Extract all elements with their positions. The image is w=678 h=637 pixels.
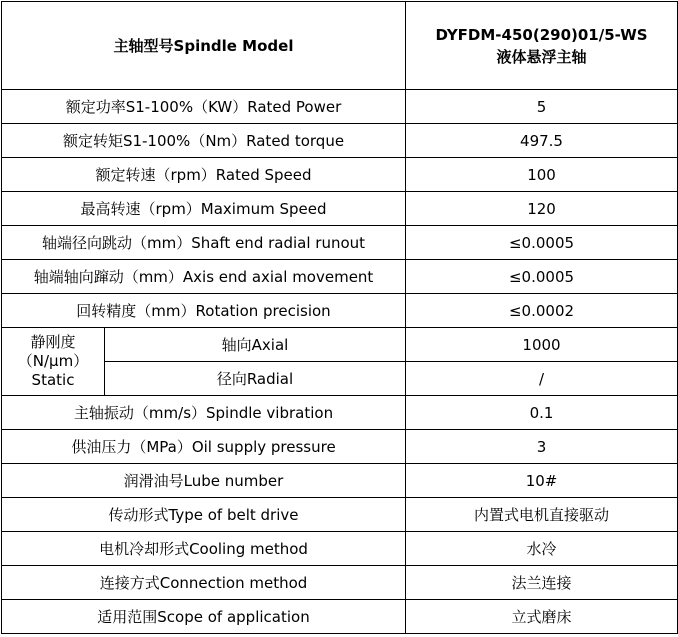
radial-stiffness-value: / bbox=[406, 362, 678, 396]
table-row bbox=[2, 124, 678, 158]
row-value: 10# bbox=[406, 464, 678, 498]
table-row bbox=[2, 294, 678, 328]
spindle-spec-table bbox=[1, 1, 678, 634]
table-row bbox=[2, 396, 678, 430]
row-value: 5 bbox=[406, 90, 678, 124]
spindle-model-label: 主轴型号Spindle Model bbox=[2, 2, 406, 90]
table-row bbox=[2, 90, 678, 124]
row-value: 法兰连接 bbox=[406, 566, 678, 600]
row-label: 供油压力（MPa）Oil supply pressure bbox=[2, 430, 406, 464]
table-row bbox=[2, 226, 678, 260]
radial-stiffness-label: 径向Radial bbox=[105, 362, 406, 396]
axial-stiffness-value: 1000 bbox=[406, 328, 678, 362]
static-stiffness-label-line2: （N/μm） bbox=[17, 352, 89, 370]
row-label: 额定转矩S1-100%（Nm）Rated torque bbox=[2, 124, 406, 158]
table-header-row bbox=[2, 2, 678, 90]
table-row bbox=[2, 260, 678, 294]
row-value: 0.1 bbox=[406, 396, 678, 430]
row-value: ≤0.0002 bbox=[406, 294, 678, 328]
row-value: 100 bbox=[406, 158, 678, 192]
row-label: 额定转速（rpm）Rated Speed bbox=[2, 158, 406, 192]
row-value: 内置式电机直接驱动 bbox=[406, 498, 678, 532]
static-stiffness-label bbox=[2, 328, 105, 396]
row-label: 润滑油号Lube number bbox=[2, 464, 406, 498]
row-label: 回转精度（mm）Rotation precision bbox=[2, 294, 406, 328]
row-value: ≤0.0005 bbox=[406, 226, 678, 260]
row-label: 额定功率S1-100%（KW）Rated Power bbox=[2, 90, 406, 124]
row-value: 3 bbox=[406, 430, 678, 464]
static-stiffness-label-line1: 静刚度 bbox=[30, 333, 76, 351]
table-row bbox=[2, 600, 678, 634]
row-value: 水冷 bbox=[406, 532, 678, 566]
row-label: 电机冷却形式Cooling method bbox=[2, 532, 406, 566]
row-label: 轴端径向跳动（mm）Shaft end radial runout bbox=[2, 226, 406, 260]
stiffness-axial-row bbox=[2, 328, 678, 362]
row-value: 立式磨床 bbox=[406, 600, 678, 634]
table-row bbox=[2, 430, 678, 464]
row-label: 传动形式Type of belt drive bbox=[2, 498, 406, 532]
row-value: 120 bbox=[406, 192, 678, 226]
axial-stiffness-label: 轴向Axial bbox=[105, 328, 406, 362]
row-label: 连接方式Connection method bbox=[2, 566, 406, 600]
row-value: 497.5 bbox=[406, 124, 678, 158]
row-label: 轴端轴向蹿动（mm）Axis end axial movement bbox=[2, 260, 406, 294]
table-row bbox=[2, 532, 678, 566]
spindle-model-type: 液体悬浮主轴 bbox=[496, 47, 587, 66]
row-label: 最高转速（rpm）Maximum Speed bbox=[2, 192, 406, 226]
static-stiffness-label-line3: Static bbox=[31, 371, 75, 389]
table-row bbox=[2, 192, 678, 226]
spindle-model-value bbox=[406, 2, 678, 90]
table-row bbox=[2, 566, 678, 600]
table-row bbox=[2, 158, 678, 192]
spindle-model-code: DYFDM-450(290)01/5-WS bbox=[435, 25, 648, 44]
row-label: 主轴振动（mm/s）Spindle vibration bbox=[2, 396, 406, 430]
table-row bbox=[2, 498, 678, 532]
row-label: 适用范围Scope of application bbox=[2, 600, 406, 634]
table-row bbox=[2, 464, 678, 498]
row-value: ≤0.0005 bbox=[406, 260, 678, 294]
